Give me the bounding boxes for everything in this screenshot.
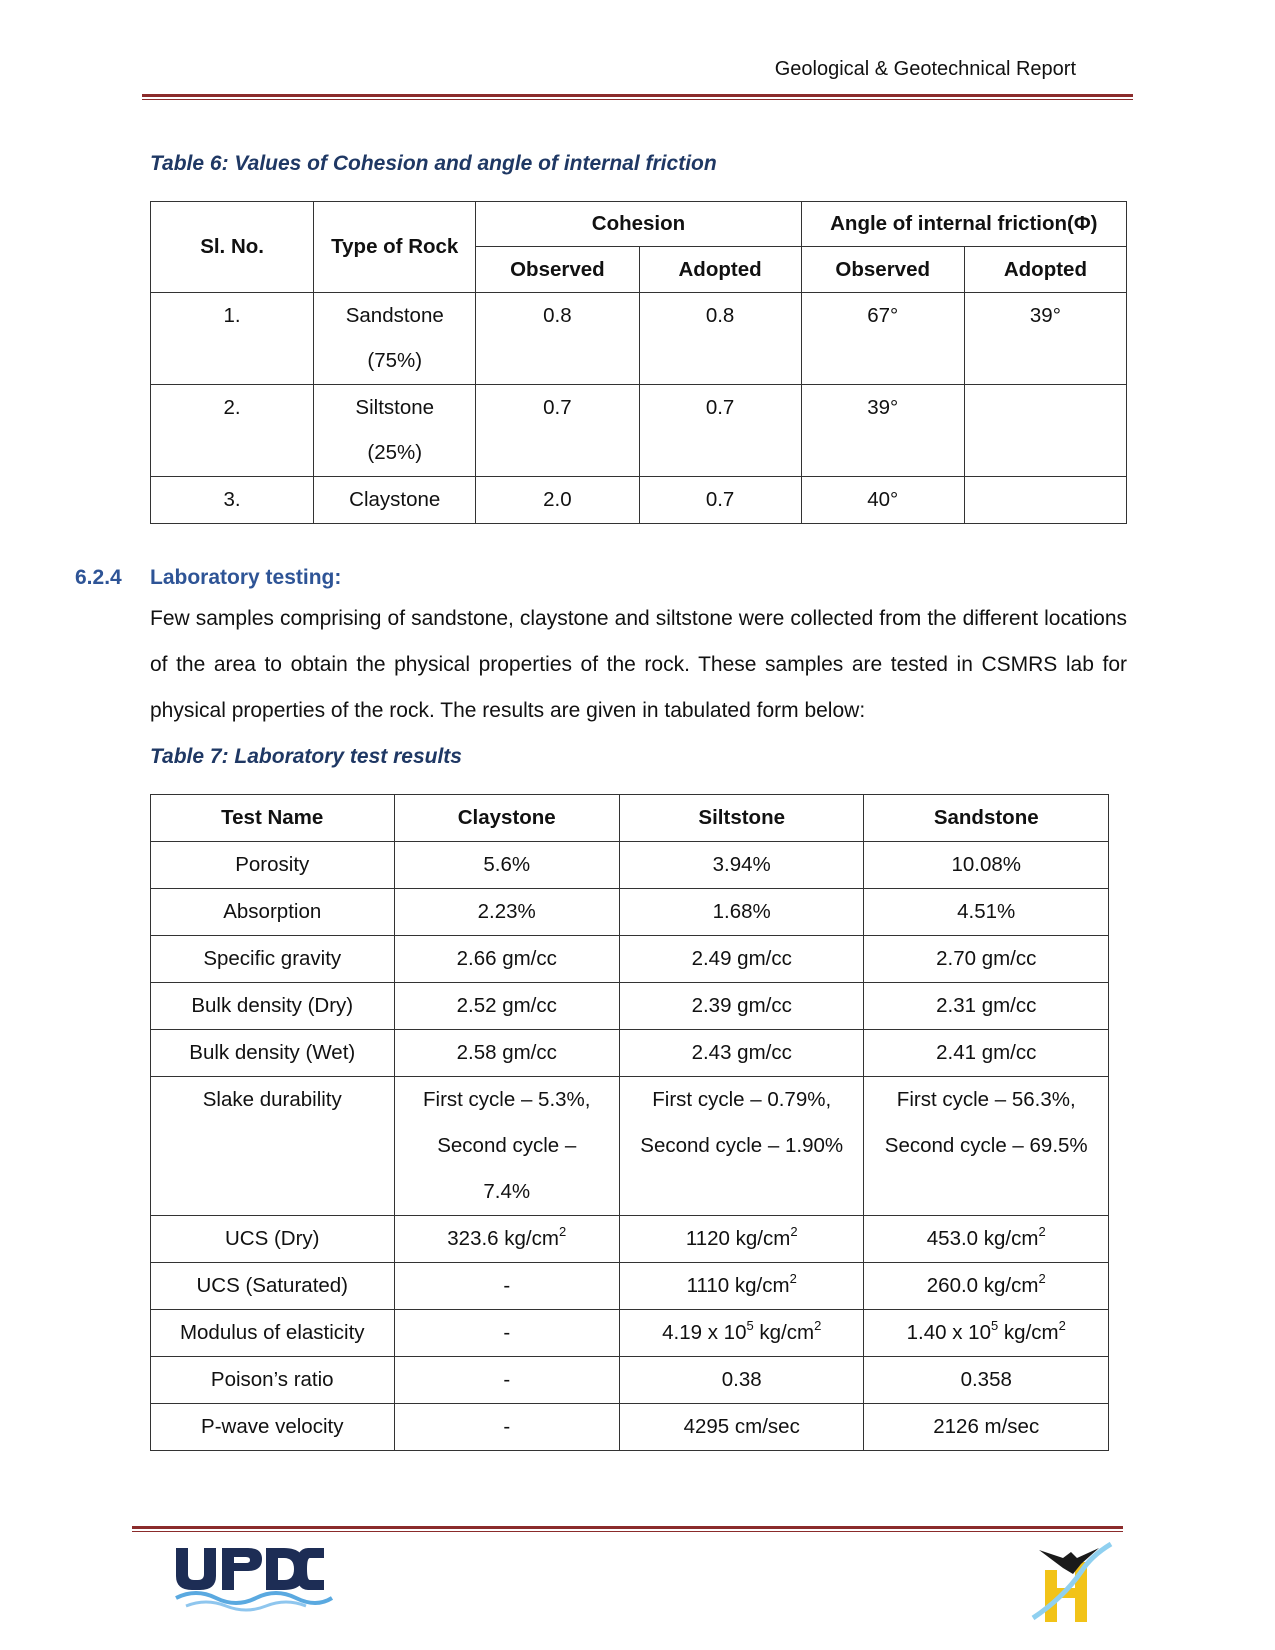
exponent: 5 bbox=[746, 1318, 754, 1333]
sandstone-cell bbox=[864, 1077, 1109, 1216]
slake-line: Second cycle – 69.5% bbox=[884, 1134, 1088, 1157]
test-name-cell: Slake durability bbox=[151, 1077, 395, 1216]
table-row bbox=[151, 889, 1109, 936]
claystone-cell: 2.52 gm/cc bbox=[394, 983, 619, 1030]
claystone-cell: 2.66 gm/cc bbox=[394, 936, 619, 983]
test-name-cell: UCS (Dry) bbox=[151, 1216, 395, 1263]
friction-observed-cell: 67° bbox=[801, 293, 964, 385]
table-row bbox=[151, 983, 1109, 1030]
unit: kg/cm bbox=[998, 1321, 1059, 1344]
sandstone-cell: 4.51% bbox=[864, 889, 1109, 936]
exponent: 2 bbox=[814, 1318, 822, 1333]
claystone-cell: 5.6% bbox=[394, 842, 619, 889]
table6-caption: Table 6: Values of Cohesion and angle of internal friction bbox=[150, 152, 717, 175]
siltstone-cell: 3.94% bbox=[619, 842, 864, 889]
header-siltstone: Siltstone bbox=[619, 795, 864, 842]
section-title: Laboratory testing: bbox=[150, 566, 342, 589]
claystone-cell: - bbox=[394, 1404, 619, 1451]
value: 1120 kg/cm bbox=[685, 1227, 791, 1250]
header-friction: Angle of internal friction(Φ) bbox=[801, 202, 1126, 247]
exponent: 2 bbox=[1058, 1318, 1066, 1333]
sandstone-cell: 0.358 bbox=[864, 1357, 1109, 1404]
friction-adopted-cell: 39° bbox=[964, 293, 1126, 385]
slake-line: Second cycle – bbox=[437, 1134, 577, 1157]
footer-rule bbox=[132, 1526, 1123, 1532]
exponent: 2 bbox=[1038, 1271, 1046, 1286]
cohesion-adopted-cell: 0.7 bbox=[639, 385, 801, 477]
exponent: 2 bbox=[790, 1224, 798, 1239]
value: 1110 kg/cm bbox=[686, 1274, 790, 1297]
siltstone-cell: 2.49 gm/cc bbox=[619, 936, 864, 983]
friction-adopted-cell bbox=[964, 385, 1126, 477]
sandstone-cell: 2.31 gm/cc bbox=[864, 983, 1109, 1030]
siltstone-cell bbox=[619, 1077, 864, 1216]
rock-percent: (75%) bbox=[367, 349, 423, 372]
rock-name: Siltstone bbox=[355, 396, 435, 419]
table-row bbox=[151, 1357, 1109, 1404]
exponent: 2 bbox=[1038, 1224, 1046, 1239]
rock-cell: Claystone bbox=[314, 477, 476, 524]
table-row bbox=[151, 1030, 1109, 1077]
table-row bbox=[151, 293, 1127, 385]
sandstone-cell: 2.41 gm/cc bbox=[864, 1030, 1109, 1077]
header-type-of-rock: Type of Rock bbox=[314, 202, 476, 293]
table-row bbox=[151, 1310, 1109, 1357]
cohesion-adopted-cell: 0.8 bbox=[639, 293, 801, 385]
test-name-cell: Modulus of elasticity bbox=[151, 1310, 395, 1357]
value: 4.19 x 10 bbox=[662, 1321, 747, 1344]
siltstone-cell: 2.39 gm/cc bbox=[619, 983, 864, 1030]
value: 453.0 kg/cm bbox=[926, 1227, 1039, 1250]
lab-results-table bbox=[150, 794, 1109, 1451]
siltstone-cell bbox=[619, 1310, 864, 1357]
test-name-cell: Poison’s ratio bbox=[151, 1357, 395, 1404]
header-sandstone: Sandstone bbox=[864, 795, 1109, 842]
test-name-cell: UCS (Saturated) bbox=[151, 1263, 395, 1310]
header-sl-no: Sl. No. bbox=[151, 202, 314, 293]
sl-cell: 3. bbox=[151, 477, 314, 524]
slake-line: First cycle – 5.3%, bbox=[423, 1088, 591, 1111]
test-name-cell: Absorption bbox=[151, 889, 395, 936]
report-header-title: Geological & Geotechnical Report bbox=[774, 58, 1076, 80]
unit: kg/cm bbox=[753, 1321, 815, 1344]
test-name-cell: Bulk density (Dry) bbox=[151, 983, 395, 1030]
table-row bbox=[151, 1263, 1109, 1310]
friction-adopted-cell bbox=[964, 477, 1126, 524]
test-name-cell: Bulk density (Wet) bbox=[151, 1030, 395, 1077]
test-name-cell: Specific gravity bbox=[151, 936, 395, 983]
rock-cell bbox=[314, 293, 476, 385]
siltstone-cell: 1.68% bbox=[619, 889, 864, 936]
emblem-logo bbox=[1025, 1540, 1117, 1622]
table-row bbox=[151, 1404, 1109, 1451]
slake-line: First cycle – 0.79%, bbox=[652, 1088, 832, 1111]
slake-line: First cycle – 56.3%, bbox=[896, 1088, 1076, 1111]
table-row-slake bbox=[151, 1077, 1109, 1216]
header-friction-observed: Observed bbox=[801, 247, 964, 293]
table-row bbox=[151, 936, 1109, 983]
sandstone-cell: 2126 m/sec bbox=[864, 1404, 1109, 1451]
header-cohesion: Cohesion bbox=[476, 202, 801, 247]
rock-percent: (25%) bbox=[367, 441, 423, 464]
siltstone-cell bbox=[619, 1216, 864, 1263]
friction-observed-cell: 40° bbox=[801, 477, 964, 524]
exponent: 2 bbox=[789, 1271, 797, 1286]
header-rule bbox=[142, 94, 1133, 100]
claystone-cell bbox=[394, 1216, 619, 1263]
sl-cell: 1. bbox=[151, 293, 314, 385]
header-cohesion-adopted: Adopted bbox=[639, 247, 801, 293]
updcc-logo bbox=[172, 1542, 337, 1614]
section-number: 6.2.4 bbox=[75, 566, 122, 589]
siltstone-cell bbox=[619, 1263, 864, 1310]
cohesion-observed-cell: 2.0 bbox=[476, 477, 639, 524]
header-friction-adopted: Adopted bbox=[964, 247, 1126, 293]
value: 1.40 x 10 bbox=[906, 1321, 991, 1344]
sandstone-cell bbox=[864, 1263, 1109, 1310]
claystone-cell: - bbox=[394, 1310, 619, 1357]
table-row bbox=[151, 1216, 1109, 1263]
claystone-cell: - bbox=[394, 1357, 619, 1404]
test-name-cell: Porosity bbox=[151, 842, 395, 889]
table-row bbox=[151, 477, 1127, 524]
cohesion-observed-cell: 0.7 bbox=[476, 385, 639, 477]
claystone-cell: 2.58 gm/cc bbox=[394, 1030, 619, 1077]
friction-observed-cell: 39° bbox=[801, 385, 964, 477]
claystone-cell bbox=[394, 1077, 619, 1216]
value: 260.0 kg/cm bbox=[926, 1274, 1039, 1297]
sandstone-cell: 10.08% bbox=[864, 842, 1109, 889]
table-row bbox=[151, 842, 1109, 889]
sandstone-cell bbox=[864, 1216, 1109, 1263]
sl-cell: 2. bbox=[151, 385, 314, 477]
siltstone-cell: 2.43 gm/cc bbox=[619, 1030, 864, 1077]
value: 323.6 kg/cm bbox=[447, 1227, 559, 1250]
siltstone-cell: 0.38 bbox=[619, 1357, 864, 1404]
claystone-cell: 2.23% bbox=[394, 889, 619, 936]
slake-line: 7.4% bbox=[483, 1180, 531, 1203]
cohesion-adopted-cell: 0.7 bbox=[639, 477, 801, 524]
sandstone-cell: 2.70 gm/cc bbox=[864, 936, 1109, 983]
header-test-name: Test Name bbox=[151, 795, 395, 842]
header-cohesion-observed: Observed bbox=[476, 247, 639, 293]
exponent: 2 bbox=[558, 1224, 567, 1239]
table7-caption: Table 7: Laboratory test results bbox=[150, 745, 462, 768]
rock-cell bbox=[314, 385, 476, 477]
section-paragraph: Few samples comprising of sandstone, claystone and siltstone were collected from the different locations of the area to obtain the physical properties of the rock. These samples are tested in CSMRS lab for physical properties of the rock. The results are given in tabulated form below: bbox=[150, 607, 1127, 722]
cohesion-friction-table bbox=[150, 201, 1127, 524]
rock-name: Sandstone bbox=[345, 304, 444, 327]
test-name-cell: P-wave velocity bbox=[151, 1404, 395, 1451]
sandstone-cell bbox=[864, 1310, 1109, 1357]
cohesion-observed-cell: 0.8 bbox=[476, 293, 639, 385]
table-row bbox=[151, 385, 1127, 477]
claystone-cell: - bbox=[394, 1263, 619, 1310]
header-claystone: Claystone bbox=[394, 795, 619, 842]
siltstone-cell: 4295 cm/sec bbox=[619, 1404, 864, 1451]
slake-line: Second cycle – 1.90% bbox=[640, 1134, 844, 1157]
exponent: 5 bbox=[990, 1318, 999, 1333]
